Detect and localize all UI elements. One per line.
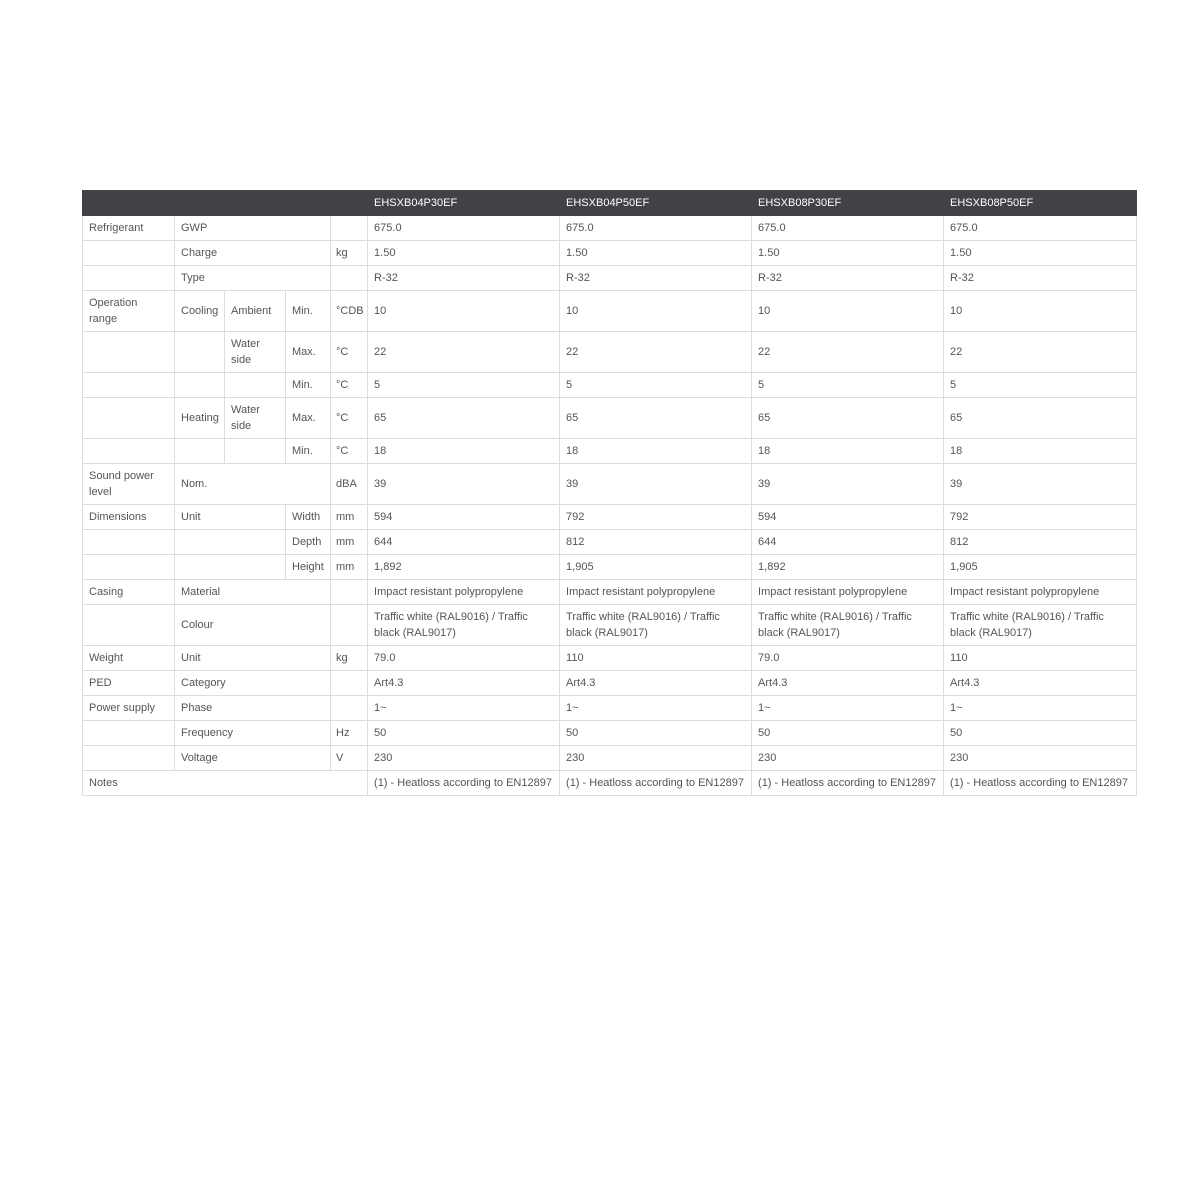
header-blank — [83, 191, 368, 216]
category-cell — [83, 398, 175, 439]
unit-cell: V — [331, 746, 368, 771]
unit-cell: °C — [331, 439, 368, 464]
limit-cell: Width — [286, 505, 331, 530]
unit-cell: °CDB — [331, 291, 368, 332]
value-cell: Traffic white (RAL9016) / Traffic black (RAL9017) — [752, 605, 944, 646]
category-cell — [83, 439, 175, 464]
unit-cell: mm — [331, 555, 368, 580]
category-cell: Refrigerant — [83, 216, 175, 241]
value-cell: 675.0 — [368, 216, 560, 241]
value-cell: Traffic white (RAL9016) / Traffic black (RAL9017) — [944, 605, 1137, 646]
category-cell — [83, 332, 175, 373]
table-row — [83, 605, 1137, 646]
value-cell: 39 — [560, 464, 752, 505]
value-cell: 10 — [944, 291, 1137, 332]
limit-cell: Depth — [286, 530, 331, 555]
subcategory-cell: Material — [175, 580, 331, 605]
value-cell: 39 — [752, 464, 944, 505]
value-cell: 39 — [944, 464, 1137, 505]
value-cell: Art4.3 — [944, 671, 1137, 696]
category-cell: Operation range — [83, 291, 175, 332]
model-header: EHSXB04P30EF — [368, 191, 560, 216]
value-cell: 812 — [944, 530, 1137, 555]
category-cell — [83, 241, 175, 266]
category-cell: PED — [83, 671, 175, 696]
subcategory-cell — [175, 555, 286, 580]
subcategory-cell: GWP — [175, 216, 331, 241]
table-row — [83, 746, 1137, 771]
value-cell: 22 — [752, 332, 944, 373]
category-cell — [83, 530, 175, 555]
value-cell: 1.50 — [944, 241, 1137, 266]
value-cell: 39 — [368, 464, 560, 505]
limit-cell: Min. — [286, 373, 331, 398]
subcategory-cell — [175, 373, 225, 398]
unit-cell — [331, 266, 368, 291]
value-cell: 5 — [944, 373, 1137, 398]
unit-cell — [331, 580, 368, 605]
value-cell: Impact resistant polypropylene — [368, 580, 560, 605]
value-cell: 5 — [752, 373, 944, 398]
subcategory-cell: Category — [175, 671, 331, 696]
table-row — [83, 373, 1137, 398]
limit-cell: Max. — [286, 332, 331, 373]
table-row — [83, 530, 1137, 555]
value-cell: 1,905 — [944, 555, 1137, 580]
detail-cell: Water side — [225, 398, 286, 439]
subcategory-cell: Nom. — [175, 464, 331, 505]
unit-cell: dBA — [331, 464, 368, 505]
value-cell: Impact resistant polypropylene — [560, 580, 752, 605]
unit-cell: Hz — [331, 721, 368, 746]
table-row — [83, 216, 1137, 241]
value-cell: 792 — [944, 505, 1137, 530]
value-cell: 1,892 — [368, 555, 560, 580]
value-cell: 50 — [368, 721, 560, 746]
value-cell: 18 — [752, 439, 944, 464]
value-cell: 1~ — [944, 696, 1137, 721]
value-cell: 50 — [944, 721, 1137, 746]
value-cell: R-32 — [752, 266, 944, 291]
value-cell: 79.0 — [752, 646, 944, 671]
unit-cell — [331, 216, 368, 241]
value-cell: 18 — [560, 439, 752, 464]
table-row — [83, 439, 1137, 464]
notes-row — [83, 771, 1137, 796]
value-cell: 675.0 — [560, 216, 752, 241]
unit-cell: °C — [331, 398, 368, 439]
unit-cell — [331, 605, 368, 646]
header-row — [83, 191, 1137, 216]
value-cell: 230 — [368, 746, 560, 771]
value-cell: 1,892 — [752, 555, 944, 580]
value-cell: Art4.3 — [752, 671, 944, 696]
category-cell — [83, 746, 175, 771]
limit-cell: Min. — [286, 291, 331, 332]
table-row — [83, 332, 1137, 373]
value-cell: 65 — [560, 398, 752, 439]
subcategory-cell: Unit — [175, 505, 286, 530]
category-cell: Power supply — [83, 696, 175, 721]
unit-cell — [331, 671, 368, 696]
limit-cell: Max. — [286, 398, 331, 439]
value-cell: 1~ — [560, 696, 752, 721]
value-cell: 79.0 — [368, 646, 560, 671]
value-cell: Impact resistant polypropylene — [944, 580, 1137, 605]
value-cell: 50 — [752, 721, 944, 746]
value-cell: 65 — [368, 398, 560, 439]
table-row — [83, 505, 1137, 530]
value-cell: 10 — [752, 291, 944, 332]
value-cell: 644 — [752, 530, 944, 555]
table-row — [83, 580, 1137, 605]
table-row — [83, 721, 1137, 746]
unit-cell: kg — [331, 241, 368, 266]
subcategory-cell: Charge — [175, 241, 331, 266]
subcategory-cell: Heating — [175, 398, 225, 439]
value-cell: R-32 — [944, 266, 1137, 291]
subcategory-cell: Type — [175, 266, 331, 291]
subcategory-cell: Colour — [175, 605, 331, 646]
model-header: EHSXB04P50EF — [560, 191, 752, 216]
value-cell: 1.50 — [560, 241, 752, 266]
subcategory-cell — [175, 439, 225, 464]
table-row — [83, 464, 1137, 505]
note-cell: (1) - Heatloss according to EN12897 — [944, 771, 1137, 796]
value-cell: 230 — [752, 746, 944, 771]
subcategory-cell: Voltage — [175, 746, 331, 771]
value-cell: 1~ — [368, 696, 560, 721]
category-cell: Dimensions — [83, 505, 175, 530]
value-cell: Art4.3 — [560, 671, 752, 696]
value-cell: 5 — [560, 373, 752, 398]
detail-cell: Water side — [225, 332, 286, 373]
value-cell: 18 — [944, 439, 1137, 464]
value-cell: 644 — [368, 530, 560, 555]
subcategory-cell — [175, 332, 225, 373]
table-row — [83, 555, 1137, 580]
table-row — [83, 241, 1137, 266]
table-row — [83, 671, 1137, 696]
unit-cell — [331, 696, 368, 721]
note-cell: (1) - Heatloss according to EN12897 — [752, 771, 944, 796]
table-row — [83, 291, 1137, 332]
subcategory-cell: Cooling — [175, 291, 225, 332]
value-cell: Traffic white (RAL9016) / Traffic black (RAL9017) — [560, 605, 752, 646]
value-cell: 110 — [560, 646, 752, 671]
category-cell — [83, 555, 175, 580]
value-cell: 594 — [752, 505, 944, 530]
subcategory-cell: Unit — [175, 646, 331, 671]
subcategory-cell: Phase — [175, 696, 331, 721]
value-cell: 1,905 — [560, 555, 752, 580]
detail-cell — [225, 439, 286, 464]
subcategory-cell: Frequency — [175, 721, 331, 746]
value-cell: R-32 — [560, 266, 752, 291]
value-cell: 18 — [368, 439, 560, 464]
value-cell: 675.0 — [944, 216, 1137, 241]
value-cell: 65 — [944, 398, 1137, 439]
value-cell: 230 — [560, 746, 752, 771]
category-cell — [83, 373, 175, 398]
value-cell: 675.0 — [752, 216, 944, 241]
notes-label: Notes — [83, 771, 368, 796]
value-cell: 110 — [944, 646, 1137, 671]
note-cell: (1) - Heatloss according to EN12897 — [560, 771, 752, 796]
model-header: EHSXB08P30EF — [752, 191, 944, 216]
category-cell — [83, 721, 175, 746]
model-header: EHSXB08P50EF — [944, 191, 1137, 216]
value-cell: 5 — [368, 373, 560, 398]
detail-cell: Ambient — [225, 291, 286, 332]
unit-cell: mm — [331, 530, 368, 555]
value-cell: 812 — [560, 530, 752, 555]
value-cell: 230 — [944, 746, 1137, 771]
value-cell: R-32 — [368, 266, 560, 291]
unit-cell: °C — [331, 373, 368, 398]
note-cell: (1) - Heatloss according to EN12897 — [368, 771, 560, 796]
value-cell: Art4.3 — [368, 671, 560, 696]
value-cell: 10 — [560, 291, 752, 332]
value-cell: Traffic white (RAL9016) / Traffic black (RAL9017) — [368, 605, 560, 646]
limit-cell: Height — [286, 555, 331, 580]
value-cell: 792 — [560, 505, 752, 530]
table-row — [83, 398, 1137, 439]
unit-cell: mm — [331, 505, 368, 530]
value-cell: Impact resistant polypropylene — [752, 580, 944, 605]
value-cell: 594 — [368, 505, 560, 530]
category-cell: Weight — [83, 646, 175, 671]
value-cell: 22 — [368, 332, 560, 373]
value-cell: 10 — [368, 291, 560, 332]
value-cell: 1.50 — [752, 241, 944, 266]
subcategory-cell — [175, 530, 286, 555]
table-row — [83, 266, 1137, 291]
category-cell — [83, 266, 175, 291]
value-cell: 1~ — [752, 696, 944, 721]
category-cell — [83, 605, 175, 646]
category-cell: Casing — [83, 580, 175, 605]
value-cell: 50 — [560, 721, 752, 746]
value-cell: 22 — [944, 332, 1137, 373]
unit-cell: kg — [331, 646, 368, 671]
value-cell: 1.50 — [368, 241, 560, 266]
value-cell: 22 — [560, 332, 752, 373]
category-cell: Sound power level — [83, 464, 175, 505]
unit-cell: °C — [331, 332, 368, 373]
spec-table — [82, 190, 1137, 796]
limit-cell: Min. — [286, 439, 331, 464]
value-cell: 65 — [752, 398, 944, 439]
table-row — [83, 696, 1137, 721]
table-row — [83, 646, 1137, 671]
detail-cell — [225, 373, 286, 398]
